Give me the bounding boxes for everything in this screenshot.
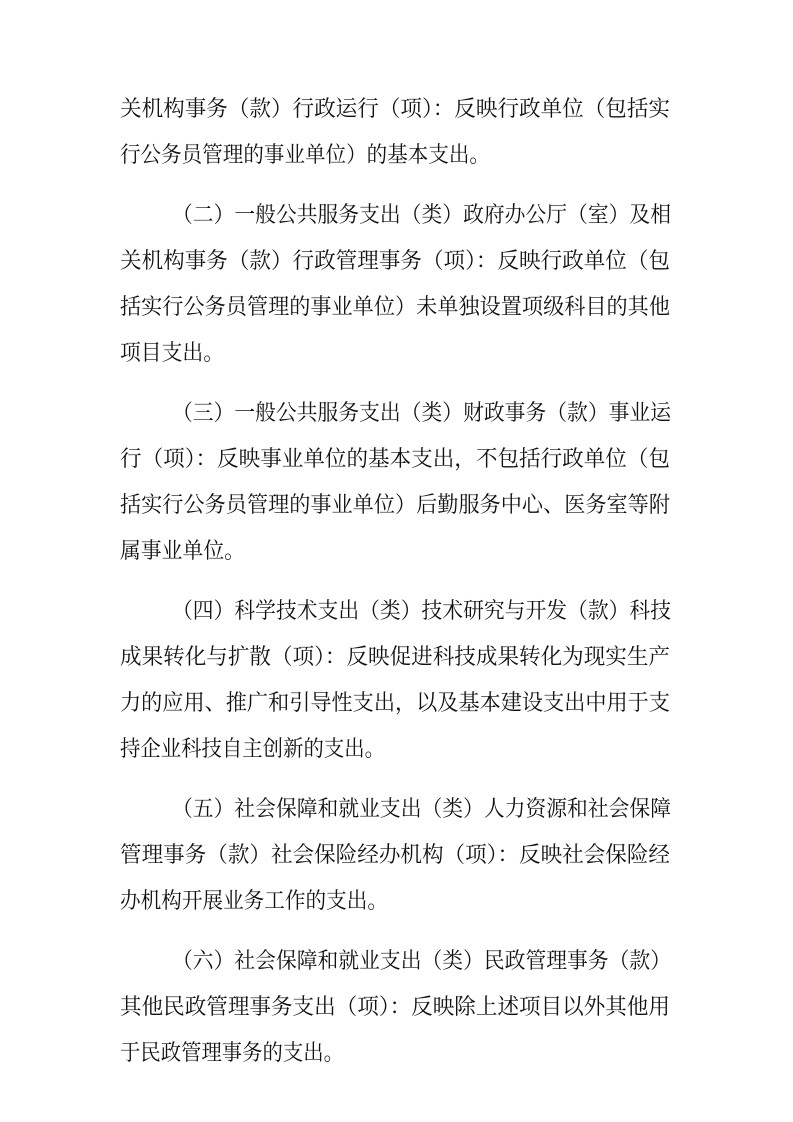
paragraph-line — [0, 138, 793, 174]
paragraph-line — [0, 732, 793, 768]
line-text: （四）科学技术支出（类）技术研究与开发（款）科技 — [172, 599, 671, 624]
line-text: （二）一般公共服务支出（类）政府办公厅（室）及相 — [172, 203, 671, 228]
paragraph-line — [0, 944, 793, 980]
paragraph-line — [0, 838, 793, 874]
paragraph-line — [0, 244, 793, 280]
line-text: 行公务员管理的事业单位）的基本支出。 — [120, 143, 490, 168]
line-text: 括实行公务员管理的事业单位）未单独设置项级科目的其他 — [120, 295, 670, 320]
paragraph-line — [0, 640, 793, 676]
line-text: 管理事务（款）社会保险经办机构（项）：反映社会保险经 — [120, 843, 670, 868]
paragraph-line — [0, 198, 793, 234]
line-text: 属事业单位。 — [120, 539, 245, 564]
line-text: （五）社会保障和就业支出（类）人力资源和社会保障 — [172, 797, 671, 822]
paragraph-line — [0, 290, 793, 326]
line-text: 成果转化与扩散（项）：反映促进科技成果转化为现实生产 — [120, 645, 670, 670]
line-text: （三）一般公共服务支出（类）财政事务（款）事业运 — [172, 401, 671, 426]
paragraph-line — [0, 1036, 793, 1072]
paragraph-line — [0, 594, 793, 630]
paragraph-line — [0, 336, 793, 372]
paragraph-line — [0, 686, 793, 722]
line-text: 行（项）：反映事业单位的基本支出，不包括行政单位（包 — [120, 447, 670, 472]
line-text: 括实行公务员管理的事业单位）后勤服务中心、医务室等附 — [120, 493, 670, 518]
paragraph-line — [0, 990, 793, 1026]
line-text: 办机构开展业务工作的支出。 — [120, 889, 388, 914]
paragraph-line — [0, 442, 793, 478]
line-text: 于民政管理事务的支出。 — [120, 1041, 344, 1066]
line-text: 其他民政管理事务支出（项）：反映除上述项目以外其他用 — [120, 995, 670, 1020]
paragraph-line — [0, 396, 793, 432]
paragraph-line — [0, 534, 793, 570]
line-text: 关机构事务（款）行政管理事务（项）：反映行政单位（包 — [120, 249, 670, 274]
line-text: 项目支出。 — [120, 341, 224, 366]
paragraph-line — [0, 488, 793, 524]
paragraph-line — [0, 792, 793, 828]
line-text: 关机构事务（款）行政运行（项）：反映行政单位（包括实 — [120, 97, 670, 122]
line-text: （六）社会保障和就业支出（类）民政管理事务（款） — [172, 949, 671, 974]
line-text: 持企业科技自主创新的支出。 — [120, 737, 385, 762]
paragraph-line — [0, 92, 793, 128]
line-text: 力的应用、推广和引导性支出，以及基本建设支出中用于支 — [120, 691, 670, 716]
paragraph-line — [0, 884, 793, 920]
